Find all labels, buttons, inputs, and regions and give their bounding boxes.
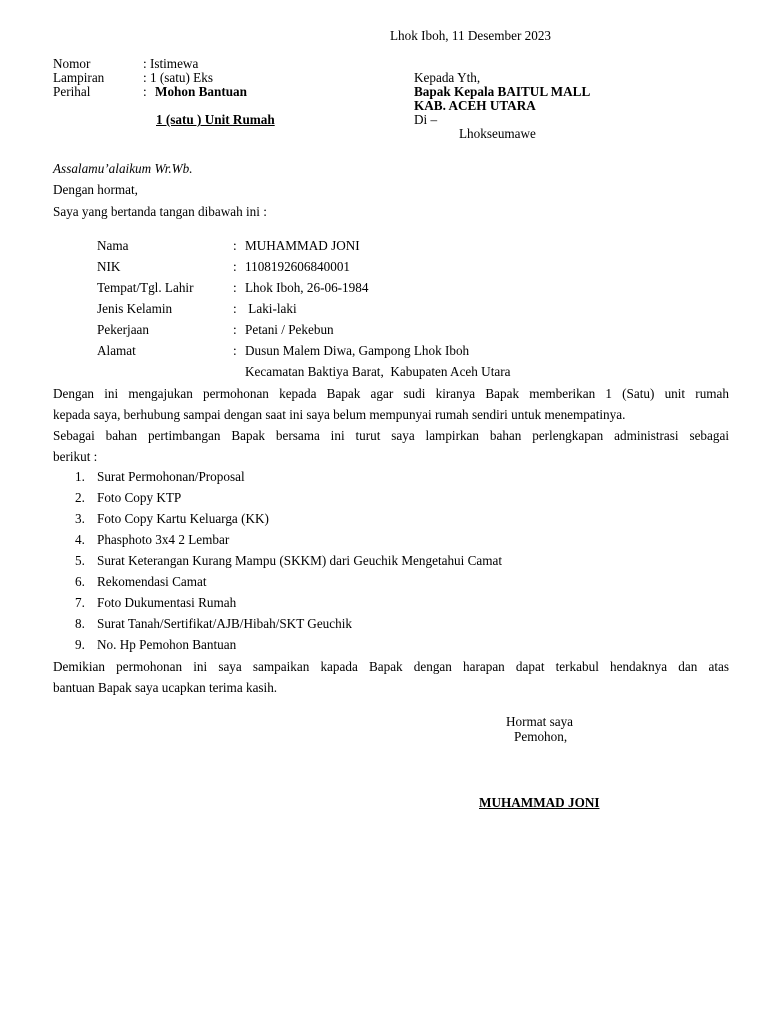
list-item-number: 8. (75, 616, 85, 631)
recipient-line4: Di – (414, 112, 438, 127)
list-item: Foto Copy KTP (97, 490, 182, 505)
identity-label: Nama (97, 238, 129, 253)
list-item-number: 4. (75, 532, 85, 547)
signature-regards: Hormat saya (506, 714, 574, 729)
consideration-line2: berikut : (53, 449, 98, 464)
list-item: Rekomendasi Camat (97, 574, 207, 589)
perihal-label: Perihal (53, 84, 91, 99)
nomor-value: : Istimewa (143, 56, 199, 71)
identity-value: Petani / Pekebun (245, 322, 334, 337)
identity-label: Pekerjaan (97, 322, 149, 337)
list-item-number: 3. (75, 511, 85, 526)
perihal-colon: : (143, 84, 147, 99)
list-item-number: 9. (75, 637, 85, 652)
opening: Dengan hormat, (53, 182, 138, 197)
list-item-number: 1. (75, 469, 85, 484)
lampiran-value: : 1 (satu) Eks (143, 70, 213, 85)
list-item: Foto Dukumentasi Rumah (97, 595, 237, 610)
identity-value: Laki-laki (245, 301, 297, 316)
identity-label: NIK (97, 259, 121, 274)
identity-colon: : (233, 238, 237, 253)
identity-colon: : (233, 280, 237, 295)
list-item: No. Hp Pemohon Bantuan (97, 637, 237, 652)
nomor-label: Nomor (53, 56, 91, 71)
list-item: Surat Permohonan/Proposal (97, 469, 245, 484)
list-item: Surat Keterangan Kurang Mampu (SKKM) dari Geuchik Mengetahui Camat (97, 553, 503, 568)
list-item: Foto Copy Kartu Keluarga (KK) (97, 511, 269, 526)
identity-value: MUHAMMAD JONI (245, 238, 360, 253)
greeting: Assalamu’alaikum Wr.Wb. (53, 161, 193, 176)
place-date: Lhok Iboh, 11 Desember 2023 (390, 28, 552, 43)
recipient-line2: Bapak Kepala BAITUL MALL (414, 84, 591, 99)
list-item-number: 2. (75, 490, 85, 505)
identity-colon: : (233, 301, 237, 316)
list-item: Surat Tanah/Sertifikat/AJB/Hibah/SKT Geuchik (97, 616, 352, 631)
list-item-number: 6. (75, 574, 85, 589)
consideration-paragraph (53, 425, 729, 467)
signature-name: MUHAMMAD JONI (479, 795, 600, 810)
perihal-value: Mohon Bantuan (155, 84, 247, 99)
request-line1: Dengan ini mengajukan permohonan kepada Bapak agar sudi kiranya Bapak memberikan 1 (Satu) unit rumah (53, 386, 729, 401)
request-line2: kepada saya, berhubung sampai dengan saat ini saya belum mempunyai rumah sendiri untuk menempatinya. (53, 407, 626, 422)
consideration-line1: Sebagai bahan pertimbangan Bapak bersama ini turut saya lampirkan bahan perlengkapan administrasi sebagai (53, 428, 729, 443)
intro-text: Saya yang bertanda tangan dibawah ini : (53, 204, 267, 219)
list-item-number: 5. (75, 553, 85, 568)
identity-colon: : (233, 343, 237, 358)
lampiran-label: Lampiran (53, 70, 105, 85)
list-item-number: 7. (75, 595, 85, 610)
address-line2: Kecamatan Baktiya Barat, Kabupaten Aceh Utara (245, 364, 511, 379)
request-paragraph (53, 383, 729, 425)
closing-paragraph (53, 656, 729, 698)
list-item: Phasphoto 3x4 2 Lembar (97, 532, 230, 547)
recipient-line5: Lhokseumawe (459, 126, 536, 141)
recipient-line3: KAB. ACEH UTARA (414, 98, 536, 113)
identity-value: Lhok Iboh, 26-06-1984 (245, 280, 369, 295)
identity-colon: : (233, 322, 237, 337)
closing-line2: bantuan Bapak saya ucapkan terima kasih. (53, 680, 278, 695)
identity-value: Dusun Malem Diwa, Gampong Lhok Iboh (245, 343, 470, 358)
identity-value: 1108192606840001 (245, 259, 351, 274)
signature-role: Pemohon, (514, 729, 568, 744)
identity-label: Alamat (97, 343, 136, 358)
identity-label: Jenis Kelamin (97, 301, 173, 316)
recipient-line1: Kepada Yth, (414, 70, 481, 85)
perihal-value-line2: 1 (satu ) Unit Rumah (156, 112, 275, 127)
closing-line1: Demikian permohonan ini saya sampaikan kapada Bapak dengan harapan dapat terkabul hendaknya dan atas (53, 659, 729, 674)
identity-label: Tempat/Tgl. Lahir (97, 280, 194, 295)
identity-colon: : (233, 259, 237, 274)
